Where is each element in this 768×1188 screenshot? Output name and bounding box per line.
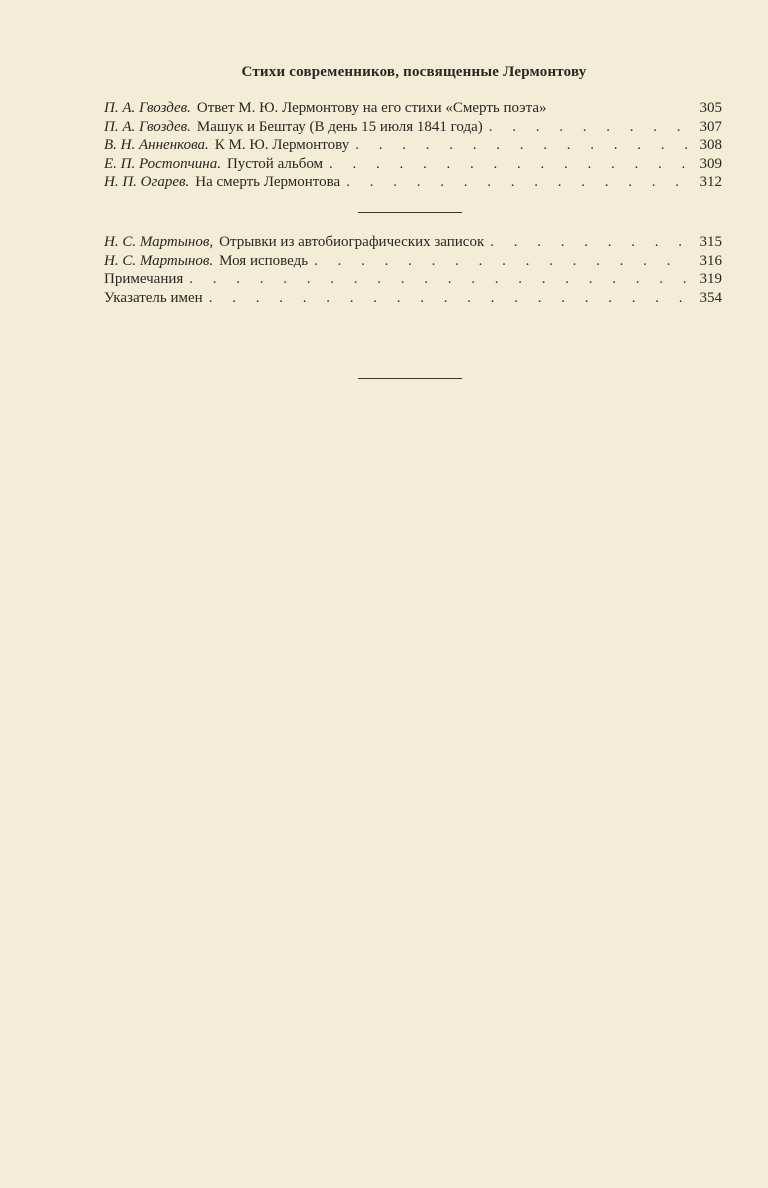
entry-author: П. А. Гвоздев. xyxy=(104,118,191,135)
entry-title: Указатель имен xyxy=(104,289,203,306)
dot-leader xyxy=(314,252,690,271)
entry-title: Ответ М. Ю. Лермонтову на его стихи «Смерть поэта» xyxy=(196,100,547,116)
section-divider xyxy=(358,378,462,379)
toc-entry xyxy=(104,99,722,118)
entry-title: Машук и Бештау (В день 15 июля 1841 года) xyxy=(196,118,483,135)
entry-page-number: 315 xyxy=(699,234,722,250)
entry-page-number: 309 xyxy=(699,155,722,172)
dot-leader xyxy=(329,155,690,174)
toc-section-appendix xyxy=(104,233,722,307)
entry-title: На смерть Лермонтова xyxy=(195,174,341,190)
running-header xyxy=(0,64,768,81)
toc-entry xyxy=(104,136,722,155)
entry-page-number: 316 xyxy=(699,252,722,269)
toc-section-poems xyxy=(104,99,722,192)
entry-author: П. А. Гвоздев. xyxy=(104,100,191,116)
dot-leader xyxy=(346,173,690,192)
section-title: Стихи современников, посвященные Лермонтову xyxy=(241,64,587,80)
entry-title: Примечания xyxy=(104,271,184,287)
section-divider xyxy=(358,212,462,213)
dot-leader xyxy=(489,118,690,137)
toc-entry xyxy=(104,118,722,137)
toc-entry xyxy=(104,252,722,271)
entry-author: Н. П. Огарев. xyxy=(104,174,190,190)
toc-entry xyxy=(104,270,722,289)
entry-author: В. Н. Анненкова. xyxy=(104,137,209,153)
toc-entry xyxy=(104,173,722,192)
entry-title: К М. Ю. Лермонтову xyxy=(214,137,350,153)
toc-entry xyxy=(104,155,722,174)
toc-entry xyxy=(104,233,722,252)
entry-page-number: 319 xyxy=(699,271,722,287)
entry-title: Пустой альбом xyxy=(226,155,324,172)
entry-page-number: 354 xyxy=(699,289,722,306)
entry-page-number: 312 xyxy=(699,174,722,190)
dot-leader xyxy=(209,289,690,308)
entry-page-number: 308 xyxy=(699,137,722,153)
dot-leader xyxy=(355,136,690,155)
entry-page-number: 307 xyxy=(699,118,722,135)
entry-title: Отрывки из автобиографических записок xyxy=(219,234,485,250)
entry-author: Н. С. Мартынов, xyxy=(104,234,214,250)
entry-author: Е. П. Ростопчина. xyxy=(104,155,221,172)
entry-author: Н. С. Мартынов. xyxy=(104,252,214,269)
entry-title: Моя исповедь xyxy=(219,252,309,269)
entry-page-number: 305 xyxy=(699,100,722,116)
toc-entry xyxy=(104,289,722,308)
dot-leader xyxy=(490,233,690,252)
dot-leader xyxy=(189,270,690,289)
